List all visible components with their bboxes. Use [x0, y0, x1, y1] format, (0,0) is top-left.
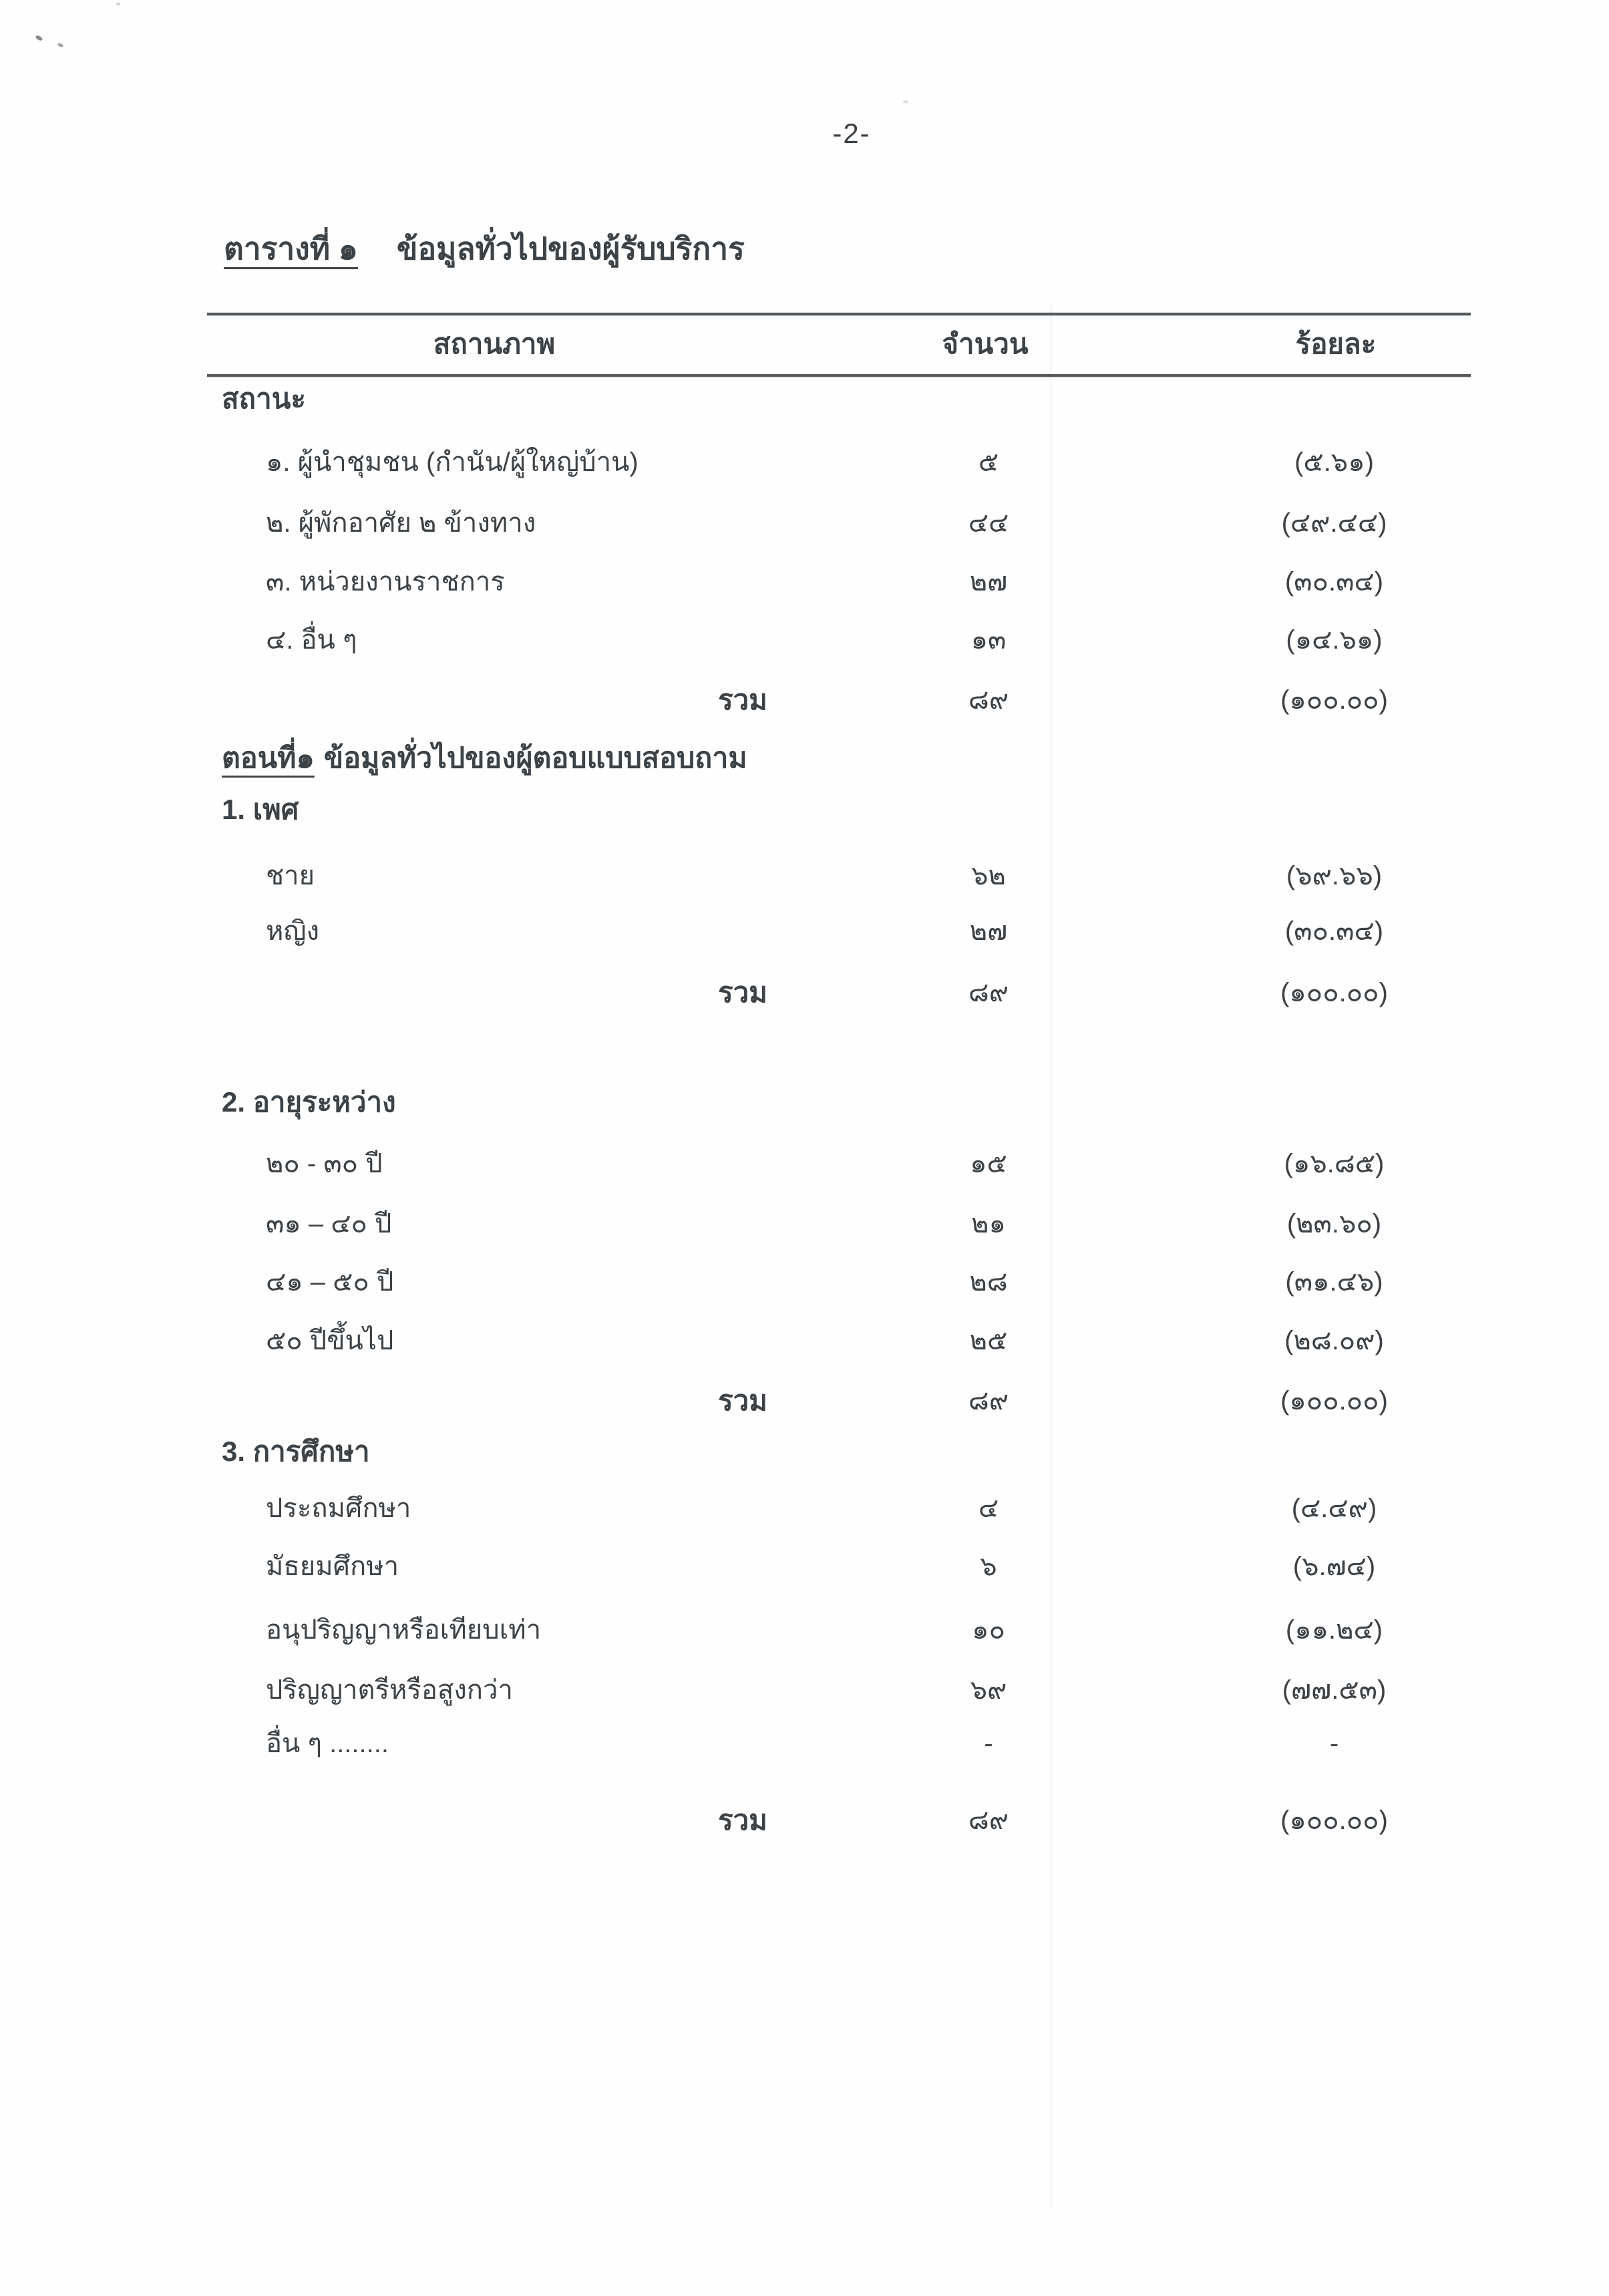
row-percent: (๔๙.๔๔) [1281, 508, 1387, 538]
row-count: ๕ [978, 448, 999, 477]
total-count: ๘๙ [968, 978, 1009, 1007]
row-percent: (๒๘.๐๙) [1284, 1326, 1384, 1355]
row-count: ๒๗ [969, 567, 1008, 597]
scan-speck [57, 42, 63, 47]
row-percent: (๕.๖๑) [1294, 448, 1374, 477]
total-count: ๘๙ [968, 1806, 1009, 1835]
row-label: อื่น ๆ ........ [266, 1729, 389, 1758]
total-row [207, 670, 1471, 730]
row-label: หญิง [266, 917, 319, 946]
table-row [207, 610, 1471, 670]
row-label: ชาย [266, 861, 315, 890]
row-count: ๔๔ [968, 508, 1009, 538]
total-row [207, 963, 1471, 1023]
row-percent: (๓๐.๓๔) [1284, 917, 1384, 946]
total-percent: (๑๐๐.๐๐) [1280, 1806, 1388, 1835]
total-label: รวม [718, 977, 767, 1008]
row-label: ๒. ผู้พักอาศัย ๒ ข้างทาง [266, 508, 536, 538]
section-heading-label: สถานะ [222, 383, 306, 414]
row-count: ๒๗ [969, 917, 1008, 946]
row-percent: (๔.๔๙) [1291, 1494, 1377, 1523]
page-number: -2- [832, 118, 871, 149]
row-count: ๒๑ [971, 1209, 1006, 1239]
row-label: ปริญญาตรีหรือสูงกว่า [266, 1675, 513, 1705]
table-row [207, 1600, 1471, 1660]
row-percent: (๑๔.๖๑) [1286, 625, 1383, 655]
part-heading-title: ข้อมูลทั่วไปของผู้ตอบแบบสอบถาม [323, 742, 747, 774]
row-label: ๔. อื่น ๆ [266, 625, 357, 655]
row-count: - [984, 1729, 993, 1758]
total-percent: (๑๐๐.๐๐) [1280, 978, 1388, 1007]
table-row [207, 1311, 1471, 1371]
row-count: ๑๐ [972, 1615, 1005, 1645]
row-count: ๖๒ [971, 861, 1006, 890]
table-row [207, 1134, 1471, 1194]
column-header-percent: ร้อยละ [1295, 328, 1377, 359]
section-heading-label: 1. เพศ [222, 794, 299, 825]
section-heading-age [207, 1072, 1471, 1132]
row-label: อนุปริญญาหรือเทียบเท่า [266, 1615, 542, 1645]
scan-speck [116, 3, 120, 5]
scan-speck [35, 35, 43, 41]
row-count: ๑๓ [970, 625, 1007, 655]
row-label: ๕๐ ปีขึ้นไป [266, 1326, 394, 1355]
table-title [224, 218, 745, 279]
table-row [207, 432, 1471, 492]
row-count: ๒๕ [969, 1326, 1008, 1355]
section-heading-education [207, 1422, 1471, 1482]
row-percent: (๒๓.๖๐) [1286, 1209, 1382, 1239]
table-row [207, 552, 1471, 612]
section-heading-status [207, 369, 1471, 429]
row-count: ๖ [980, 1552, 997, 1581]
total-label: รวม [718, 1804, 767, 1836]
table-row [207, 901, 1471, 961]
total-label: รวม [718, 1385, 767, 1416]
row-label: มัธยมศึกษา [266, 1552, 399, 1581]
part-heading-number: ตอนที่๑ [222, 742, 315, 774]
row-percent: (๑๑.๒๔) [1285, 1615, 1383, 1645]
table-row [207, 846, 1471, 906]
table-title-label: ตารางที่ ๑ [224, 231, 359, 266]
table-row [207, 1194, 1471, 1254]
row-label: ๑. ผู้นำชุมชน (กำนัน/ผู้ใหญ่บ้าน) [266, 448, 639, 477]
total-label: รวม [718, 684, 767, 715]
table-row [207, 493, 1471, 553]
row-count: ๒๘ [969, 1267, 1008, 1297]
total-percent: (๑๐๐.๐๐) [1280, 685, 1388, 715]
row-count: ๑๕ [970, 1149, 1007, 1178]
total-percent: (๑๐๐.๐๐) [1280, 1386, 1388, 1416]
row-percent: (๓๐.๓๔) [1284, 567, 1384, 597]
total-count: ๘๙ [968, 685, 1009, 715]
table-title-text: ข้อมูลทั่วไปของผู้รับบริการ [397, 231, 745, 266]
row-label: ประถมศึกษา [266, 1494, 411, 1523]
row-count: ๖๙ [970, 1675, 1007, 1705]
column-header-count: จำนวน [942, 328, 1029, 359]
total-row [207, 1790, 1471, 1850]
row-label: ๓๑ – ๔๐ ปี [266, 1209, 392, 1239]
row-percent: (๑๖.๘๕) [1284, 1149, 1385, 1178]
row-percent: (๖๙.๖๖) [1286, 861, 1383, 890]
table-row [207, 1478, 1471, 1538]
section-heading-label: 2. อายุระหว่าง [222, 1086, 396, 1118]
total-count: ๘๙ [968, 1386, 1009, 1416]
row-percent: - [1329, 1729, 1339, 1758]
row-percent: (๗๗.๕๓) [1282, 1675, 1387, 1705]
row-percent: (๖.๗๔) [1292, 1552, 1376, 1581]
row-count: ๔ [978, 1494, 999, 1523]
section-heading-gender [207, 780, 1471, 840]
row-percent: (๓๑.๔๖) [1285, 1267, 1383, 1297]
row-label: ๓. หน่วยงานราชการ [266, 567, 505, 597]
section-heading-label: 3. การศึกษา [222, 1436, 370, 1467]
table-row [207, 1660, 1471, 1720]
table-row [207, 1713, 1471, 1774]
row-label: ๒๐ - ๓๐ ปี [266, 1149, 383, 1178]
table-row [207, 1252, 1471, 1312]
column-header-status: สถานภาพ [433, 328, 556, 359]
table-row [207, 1536, 1471, 1597]
row-label: ๔๑ – ๕๐ ปี [266, 1267, 394, 1297]
